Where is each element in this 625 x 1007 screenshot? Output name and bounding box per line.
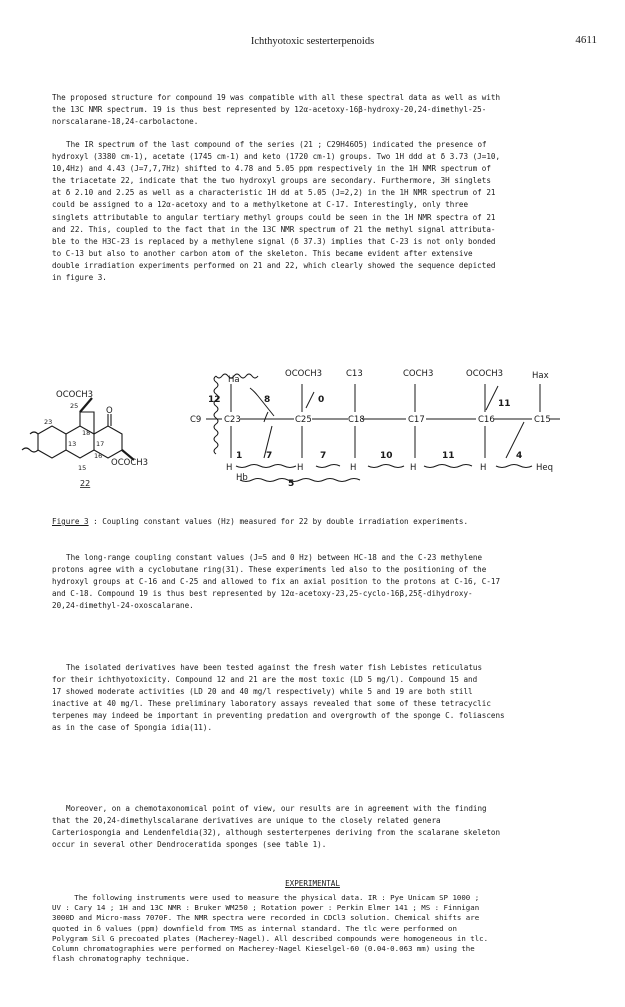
- text-line: double irradiation experiments performed on 21 and 22, which clearly showed the sequence depicted: [52, 260, 496, 270]
- carbon-label: C15: [534, 415, 551, 425]
- coupling-value: 11: [498, 399, 511, 409]
- text-line: The long-range coupling constant values (J=5 and 0 Hz) between HC-18 and the C-23 methylene: [66, 553, 483, 562]
- text-line: terpenes may indeed be important in preventing predation and overgrowth of the sponge C. foliascens: [52, 711, 505, 721]
- carbon-label: C17: [408, 415, 425, 425]
- text-line: The following instruments were used to measure the physical data. IR : Pye Unicam SP 1000 ;: [52, 893, 480, 902]
- text-line: singlets attributable to angular tertiary methyl groups could be seen in the 1H NMR spectra of 21: [52, 212, 496, 222]
- text-line: and 22. This, coupled to the fact that in the 13C NMR spectrum of 21 the methyl signal attributa-: [52, 224, 496, 234]
- caption-label: Figure 3: [52, 517, 89, 526]
- proton-label: H: [297, 463, 304, 473]
- proton-label: Hax: [532, 371, 549, 381]
- substituent-label: OCOCH3: [466, 369, 504, 379]
- coupling-value: 11: [442, 451, 455, 461]
- position-number: 17: [96, 440, 105, 448]
- figure-3-drawing: [0, 362, 625, 502]
- long-range-coupling-value: 5: [288, 479, 295, 489]
- text-line: 3000D and Micro-mass 7070F. The NMR spectra were recorded in CDCl3 solution. Chemical shifts are: [52, 913, 480, 923]
- text-line: in figure 3.: [52, 273, 107, 283]
- position-number: 25: [70, 402, 79, 410]
- proton-label: Hb: [236, 473, 248, 483]
- paragraph-ichthyotoxicity: [52, 662, 580, 735]
- coupling-value: 7: [320, 451, 327, 461]
- substituent-label: OCOCH3: [111, 458, 149, 468]
- text-line: 17 showed moderate activities (LD 20 and 40 mg/l respectively) while 5 and 19 are both still: [52, 687, 473, 697]
- coupling-value: 8: [264, 395, 271, 405]
- text-line: the 13C NMR spectrum. 19 is thus best represented by 12α-acetoxy-16β-hydroxy-20,24-dimethyl-25-: [52, 105, 487, 115]
- paragraph-long-range-coupling: [52, 552, 580, 612]
- paragraph-ir-spectrum-21: [52, 139, 580, 284]
- position-number: 16: [94, 452, 103, 460]
- text-line: ble to the H3C-23 is replaced by a methylene signal (δ 37.3) implies that C-23 is not only bonded: [52, 236, 496, 246]
- carbon-label: C13: [346, 369, 363, 379]
- text-line: Carteriospongia and Lendenfeldia(32), although sesterterpenes deriving from the scalarane skeleton: [52, 828, 501, 838]
- section-heading-experimental: EXPERIMENTAL: [285, 879, 340, 888]
- proton-label: H: [410, 463, 417, 473]
- paragraph-chemotaxonomy: [52, 803, 580, 851]
- substituent-label: OCOCH3: [56, 390, 94, 400]
- atom-label: O: [106, 406, 113, 416]
- text-line: occur in several other Dendroceratida sponges (see table 1).: [52, 840, 327, 850]
- text-line: hydroxyl groups at C-16 and C-25 and allowed to fix an axial position to the protons at C-16, C-17: [52, 577, 501, 587]
- text-line: Polygram Sil G precoated plates (Macherey-Nagel). All described compounds were homogeneous in tlc.: [52, 933, 489, 943]
- text-line: as in the case of Spongia idia(11).: [52, 723, 213, 733]
- text-line: to C-13 but also to another carbon atom of the skeleton. This became evident after extensive: [52, 248, 473, 258]
- coupling-value: 12: [208, 395, 221, 405]
- proton-label: Heq: [536, 463, 554, 473]
- substituent-label: COCH3: [403, 369, 434, 379]
- text-line: and C-18. Compound 19 is thus best represented by 12α-acetoxy-23,25-cyclo-16β,25ξ-dihydroxy-: [52, 589, 473, 599]
- text-line: Moreover, on a chemotaxonomical point of view, our results are in agreement with the finding: [66, 804, 487, 813]
- proton-label: H: [226, 463, 233, 473]
- text-line: inactive at 40 mg/l. These preliminary laboratory assays revealed that some of these tetracyclic: [52, 699, 491, 709]
- text-line: for their ichthyotoxicity. Compound 12 and 21 are the most toxic (LD 5 mg/l). Compound 15 and: [52, 675, 478, 685]
- proton-label: H: [350, 463, 357, 473]
- proton-label: H: [480, 463, 487, 473]
- coupling-value: 10: [380, 451, 393, 461]
- text-line: at δ 2.10 and 2.25 as well as a characteristic 1H dd at 5.05 (J=2,2) in the 1H NMR spectrum of 21: [52, 188, 496, 198]
- figure-caption: [52, 517, 468, 526]
- carbon-label: C16: [478, 415, 495, 425]
- text-line: the triacetate 22, indicate that the two hydroxyl groups are secondary. Furthermore, 3H singlets: [52, 176, 491, 186]
- page-number: 4611: [575, 34, 597, 46]
- text-line: The isolated derivatives have been tested against the fresh water fish Lebistes reticulatus: [66, 663, 483, 672]
- carbon-label: C9: [190, 415, 202, 425]
- caption-text: : Coupling constant values (Hz) measured for 22 by double irradiation experiments.: [88, 517, 469, 526]
- position-number: 13: [68, 440, 77, 448]
- carbon-label: C25: [295, 415, 312, 425]
- figure-3: [0, 362, 625, 502]
- position-number: 23: [44, 418, 53, 426]
- proton-label: Ha: [228, 375, 240, 385]
- text-line: Column chromatographies were performed on Macherey-Nagel Kieselgel-60 (0.04-0.063 mm) using the: [52, 944, 475, 954]
- carbon-label: C23: [224, 415, 241, 425]
- text-line: flash chromatography technique.: [52, 954, 190, 964]
- coupling-value: 0: [318, 395, 325, 405]
- text-line: The proposed structure for compound 19 was compatible with all these spectral data as well as with: [52, 93, 501, 102]
- carbon-label: C18: [348, 415, 365, 425]
- text-line: norscalarane-18,24-carbolactone.: [52, 117, 199, 127]
- text-line: hydroxyl (3380 cm-1), acetate (1745 cm-1) and keto (1720 cm-1) groups. Two 1H ddd at δ 3.73 (J=10,: [52, 152, 501, 162]
- text-line: UV : Cary 14 ; 1H and 13C NMR : Bruker WM250 ; Rotation power : Perkin Elmer 141 ; MS : Finnigan: [52, 903, 480, 913]
- text-line: 10,4Hz) and 4.43 (J=7,7,7Hz) shifted to 4.78 and 5.05 ppm respectively in the 1H NMR spectrum of: [52, 164, 491, 174]
- position-number: 15: [78, 464, 87, 472]
- coupling-value: 7: [266, 451, 273, 461]
- substituent-label: OCOCH3: [285, 369, 323, 379]
- experimental-section: [52, 893, 580, 964]
- text-line: protons agree with a cyclobutane ring(31). These experiments led also to the positioning of the: [52, 565, 487, 575]
- position-number: 18: [82, 429, 91, 437]
- paragraph-structure-19: [52, 92, 580, 128]
- text-line: could be assigned to a 12α-acetoxy and to a methylketone at C-17. Interestingly, only three: [52, 200, 469, 210]
- text-line: that the 20,24-dimethylscalarane derivatives are unique to the closely related genera: [52, 816, 441, 826]
- coupling-value: 4: [516, 451, 523, 461]
- coupling-value: 1: [236, 451, 243, 461]
- compound-number: 22: [80, 479, 91, 488]
- coupling-scheme: [206, 374, 560, 482]
- text-line: quoted in δ values (ppm) downfield from TMS as internal standard. The tlc were performed on: [52, 923, 457, 933]
- running-title: Ichthyotoxic sesterterpenoids: [250, 36, 375, 47]
- text-line: The IR spectrum of the last compound of the series (21 ; C29H46O5) indicated the presence of: [66, 140, 487, 149]
- text-line: 20,24-dimethyl-24-oxoscalarane.: [52, 601, 194, 611]
